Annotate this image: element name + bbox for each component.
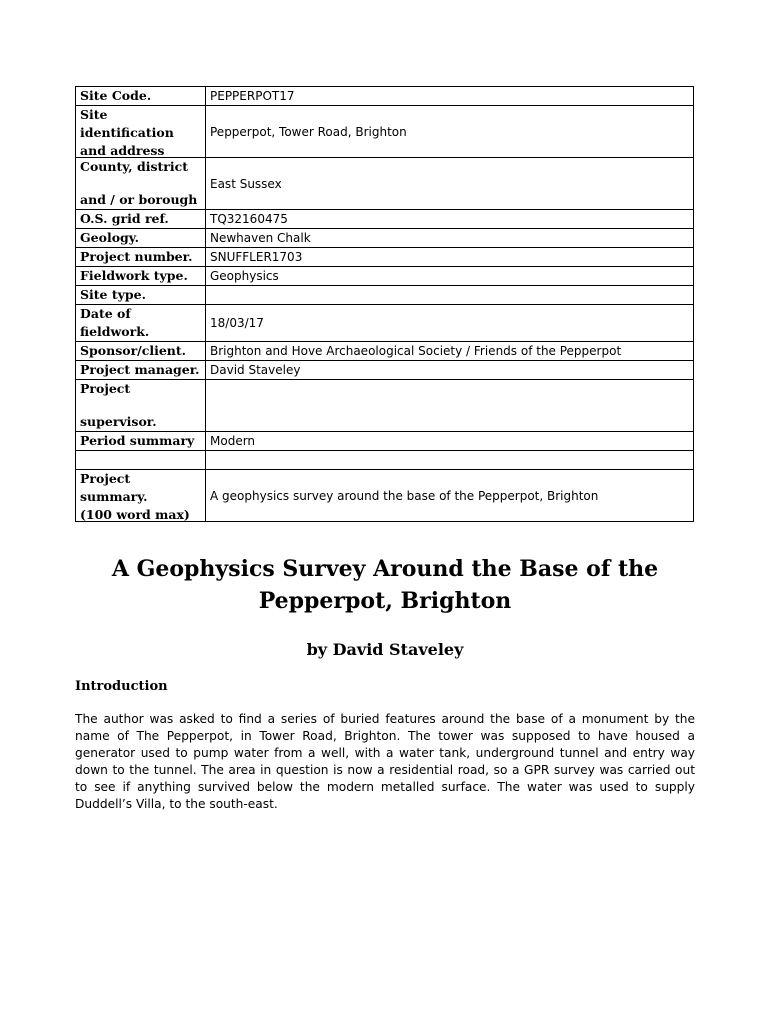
table-row xyxy=(76,432,694,451)
table-row xyxy=(76,380,694,432)
row-label: Date of fieldwork. xyxy=(76,305,206,342)
row-label-line: (100 word max) xyxy=(80,507,190,522)
row-label-line: and / or borough xyxy=(80,192,198,207)
row-value: A geophysics survey around the base of the Pepperpot, Brighton xyxy=(206,470,694,522)
row-value: Pepperpot, Tower Road, Brighton xyxy=(206,106,694,158)
row-label xyxy=(76,451,206,470)
report-title: A Geophysics Survey Around the Base of the Pepperpot, Brighton xyxy=(111,556,659,614)
row-label-line: Project xyxy=(80,381,131,396)
row-value: David Staveley xyxy=(206,361,694,380)
table-row xyxy=(76,451,694,470)
site-details-table xyxy=(75,86,694,522)
row-value: PEPPERPOT17 xyxy=(206,87,694,106)
row-value: Brighton and Hove Archaeological Society / Friends of the Pepperpot xyxy=(206,342,694,361)
table-row xyxy=(76,229,694,248)
report-byline: by David Staveley xyxy=(306,640,464,659)
table-row xyxy=(76,87,694,106)
row-label: Site type. xyxy=(76,286,206,305)
row-value: Newhaven Chalk xyxy=(206,229,694,248)
row-label-line: supervisor. xyxy=(80,414,157,429)
row-value xyxy=(206,286,694,305)
table-row xyxy=(76,210,694,229)
row-value: East Sussex xyxy=(206,158,694,210)
row-label: Geology. xyxy=(76,229,206,248)
table-row xyxy=(76,267,694,286)
row-label: Period summary xyxy=(76,432,206,451)
row-label: O.S. grid ref. xyxy=(76,210,206,229)
row-label: Project number. xyxy=(76,248,206,267)
table-row xyxy=(76,106,694,158)
row-label: Project manager. xyxy=(76,361,206,380)
table-row xyxy=(76,248,694,267)
row-value: Modern xyxy=(206,432,694,451)
table-row xyxy=(76,286,694,305)
row-label: Fieldwork type. xyxy=(76,267,206,286)
introduction-paragraph: The author was asked to find a series of buried features around the base of a monument by the name of The Pepperpot, in Tower Road, Brighton. The tower was supposed to have housed a generator used to pump water from a well, with a water tank, underground tunnel and entry way down to the tunnel. The area in question is now a residential road, so a GPR survey was carried out to see if anything survived below the modern metalled surface. The water was used to supply Duddell’s Villa, to the south-east. xyxy=(75,712,695,811)
row-value: TQ32160475 xyxy=(206,210,694,229)
row-label xyxy=(76,470,206,522)
row-value: SNUFFLER1703 xyxy=(206,248,694,267)
row-label xyxy=(76,380,206,432)
row-label xyxy=(76,106,206,158)
row-label xyxy=(76,158,206,210)
table-row xyxy=(76,361,694,380)
row-label-line: County, district xyxy=(80,159,189,174)
section-heading-introduction: Introduction xyxy=(75,679,168,694)
table-row xyxy=(76,305,694,342)
row-value: 18/03/17 xyxy=(206,305,694,342)
row-label-line: Project summary. xyxy=(80,471,148,504)
row-label: Sponsor/client. xyxy=(76,342,206,361)
row-value: Geophysics xyxy=(206,267,694,286)
row-label: Site Code. xyxy=(76,87,206,106)
row-value xyxy=(206,451,694,470)
row-value xyxy=(206,380,694,432)
table-row xyxy=(76,470,694,522)
row-label-line: and address xyxy=(80,143,165,158)
row-label-line: Site identification xyxy=(80,107,174,140)
table-row xyxy=(76,158,694,210)
table-row xyxy=(76,342,694,361)
